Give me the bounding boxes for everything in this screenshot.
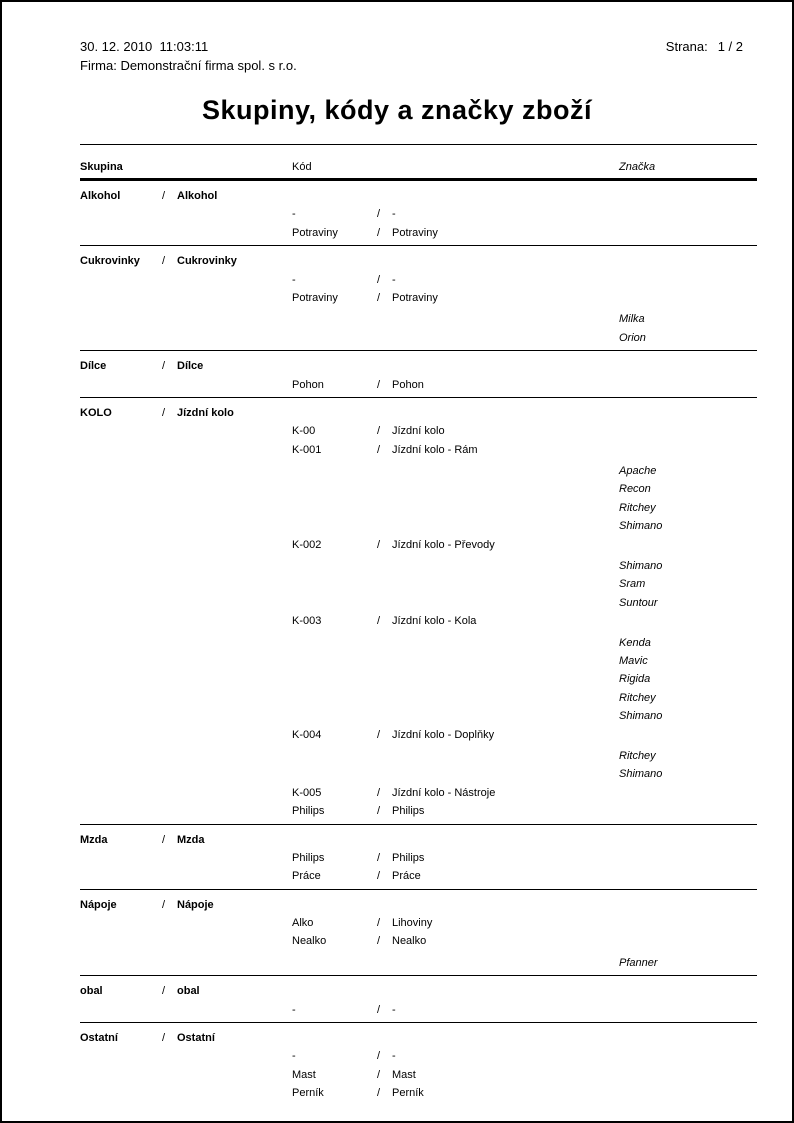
code-row: [80, 536, 757, 554]
code-value: Philips: [292, 851, 325, 864]
separator: /: [377, 1003, 381, 1016]
code-row: [80, 802, 757, 820]
code-row: [80, 1066, 757, 1084]
group-code: Nápoje: [80, 898, 117, 911]
group-row: [80, 187, 757, 205]
separator: /: [377, 615, 381, 628]
brand-name: Shimano: [619, 520, 663, 533]
brand-row: [80, 652, 757, 670]
brand-row: [80, 707, 757, 725]
group-name: obal: [177, 985, 200, 998]
code-name: Práce: [392, 870, 421, 883]
code-value: K-00: [292, 425, 316, 438]
code-row: [80, 271, 757, 289]
separator: /: [162, 898, 166, 911]
code-name: Mast: [392, 1068, 416, 1081]
separator: /: [162, 1032, 166, 1045]
separator: /: [162, 190, 166, 202]
page-label: Strana:: [665, 39, 708, 54]
group-row: [80, 831, 757, 849]
separator: /: [377, 935, 381, 948]
group-row: [80, 404, 757, 422]
separator: /: [162, 985, 166, 998]
separator: /: [377, 538, 381, 551]
separator: /: [162, 833, 166, 846]
separator: /: [377, 226, 381, 239]
code-name: Jízdní kolo - Kola: [392, 615, 477, 628]
code-value: K-002: [292, 538, 322, 551]
brand-name: Ritchey: [619, 501, 656, 514]
code-row: [80, 932, 757, 950]
code-value: Práce: [292, 870, 321, 883]
group-name: Alkohol: [177, 190, 218, 202]
report-datetime: 30. 12. 2010 11:03:11: [80, 39, 209, 54]
brand-name: Apache: [619, 465, 657, 478]
group-name: Jízdní kolo: [177, 406, 234, 419]
code-name: -: [392, 273, 396, 286]
brand-name: Shimano: [619, 768, 663, 781]
column-header-code: Kód: [292, 161, 312, 173]
separator: /: [377, 378, 381, 391]
code-value: K-005: [292, 786, 322, 799]
brand-name: Milka: [619, 313, 645, 326]
code-name: -: [392, 208, 396, 221]
code-value: Pohon: [292, 378, 324, 391]
separator: /: [162, 360, 166, 373]
code-name: Jízdní kolo - Převody: [392, 538, 495, 551]
separator: /: [377, 208, 381, 221]
code-name: Lihoviny: [392, 917, 433, 930]
group-name: Nápoje: [177, 898, 214, 911]
code-row: [80, 914, 757, 932]
group-name: Dílce: [177, 360, 204, 373]
group-code: Alkohol: [80, 190, 121, 202]
code-value: Philips: [292, 805, 325, 818]
code-row: [80, 1001, 757, 1019]
separator: /: [162, 406, 166, 419]
brand-row: [80, 517, 757, 535]
code-value: -: [292, 208, 296, 221]
group-code: Mzda: [80, 833, 108, 846]
brand-name: Orion: [619, 331, 646, 344]
table-section: [80, 976, 757, 1023]
code-name: Jízdní kolo - Doplňky: [392, 728, 495, 741]
brand-row: [80, 310, 757, 328]
group-row: [80, 1029, 757, 1047]
code-value: Potraviny: [292, 226, 338, 239]
brand-name: Rigida: [619, 673, 651, 686]
separator: /: [377, 1087, 381, 1100]
group-row: [80, 982, 757, 1000]
brand-row: [80, 575, 757, 593]
group-code: obal: [80, 985, 103, 998]
code-row: [80, 867, 757, 885]
table-section: [80, 825, 757, 890]
brand-row: [80, 689, 757, 707]
code-row: [80, 224, 757, 242]
separator: /: [377, 1068, 381, 1081]
group-code: Cukrovinky: [80, 255, 140, 268]
brand-row: [80, 557, 757, 575]
code-row: [80, 784, 757, 802]
separator: /: [377, 786, 381, 799]
brand-row: [80, 480, 757, 498]
group-name: Cukrovinky: [177, 255, 237, 268]
code-value: Perník: [292, 1087, 324, 1100]
brand-name: Sram: [619, 578, 646, 591]
code-name: Potraviny: [392, 226, 438, 239]
brand-row: [80, 670, 757, 688]
brand-name: Ritchey: [619, 749, 656, 762]
brand-name: Mavic: [619, 654, 648, 667]
code-value: Alko: [292, 917, 314, 930]
table-header-row: [80, 145, 757, 181]
company-name: Firma: Demonstrační firma spol. s r.o.: [80, 58, 297, 73]
brand-name: Kenda: [619, 636, 651, 649]
code-row: [80, 422, 757, 440]
report-table: [80, 144, 757, 1106]
code-value: -: [292, 273, 296, 286]
code-name: Nealko: [392, 935, 427, 948]
code-name: Jízdní kolo: [392, 425, 445, 438]
code-value: K-004: [292, 728, 322, 741]
code-name: Perník: [392, 1087, 424, 1100]
group-row: [80, 896, 757, 914]
code-name: Jízdní kolo - Rám: [392, 443, 478, 456]
code-value: -: [292, 1003, 296, 1016]
separator: /: [377, 291, 381, 304]
table-section: [80, 398, 757, 825]
code-row: [80, 612, 757, 630]
group-code: Dílce: [80, 360, 107, 373]
table-section: [80, 181, 757, 246]
code-row: [80, 376, 757, 394]
page-number: 1 / 2: [717, 39, 743, 54]
code-value: Potraviny: [292, 291, 338, 304]
code-name: Philips: [392, 805, 425, 818]
report-table-body: [80, 181, 757, 1106]
group-name: Mzda: [177, 833, 205, 846]
code-name: Pohon: [392, 378, 424, 391]
separator: /: [377, 273, 381, 286]
brand-row: [80, 329, 757, 347]
brand-name: Recon: [619, 483, 651, 496]
brand-row: [80, 954, 757, 972]
brand-row: [80, 634, 757, 652]
column-header-brand: Značka: [619, 161, 656, 173]
code-value: K-003: [292, 615, 322, 628]
code-row: [80, 289, 757, 307]
brand-name: Suntour: [619, 596, 658, 609]
report-title: Skupiny, kódy a značky zboží: [201, 95, 593, 125]
code-row: [80, 441, 757, 459]
code-name: Philips: [392, 851, 425, 864]
code-name: Jízdní kolo - Nástroje: [392, 786, 496, 799]
separator: /: [377, 917, 381, 930]
code-row: [80, 1084, 757, 1102]
group-code: Ostatní: [80, 1032, 118, 1045]
code-row: [80, 726, 757, 744]
brand-name: Ritchey: [619, 691, 656, 704]
code-value: Nealko: [292, 935, 327, 948]
brand-row: [80, 499, 757, 517]
brand-row: [80, 747, 757, 765]
group-name: Ostatní: [177, 1032, 215, 1045]
code-value: K-001: [292, 443, 322, 456]
separator: /: [377, 805, 381, 818]
group-row: [80, 252, 757, 270]
group-row: [80, 357, 757, 375]
code-name: Potraviny: [392, 291, 438, 304]
brand-row: [80, 594, 757, 612]
separator: /: [377, 870, 381, 883]
code-name: -: [392, 1050, 396, 1063]
brand-name: Shimano: [619, 710, 663, 723]
code-row: [80, 1047, 757, 1065]
table-section: [80, 890, 757, 977]
separator: /: [377, 851, 381, 864]
code-name: -: [392, 1003, 396, 1016]
brand-row: [80, 462, 757, 480]
brand-row: [80, 765, 757, 783]
separator: /: [162, 255, 166, 268]
table-section: [80, 246, 757, 351]
page-indicator: [666, 39, 743, 54]
column-header-group: Skupina: [80, 161, 123, 173]
group-code: KOLO: [80, 406, 112, 419]
code-row: [80, 205, 757, 223]
code-value: -: [292, 1050, 296, 1063]
separator: /: [377, 443, 381, 456]
separator: /: [377, 728, 381, 741]
brand-name: Pfanner: [619, 956, 658, 969]
code-value: Mast: [292, 1068, 316, 1081]
table-section: [80, 351, 757, 398]
code-row: [80, 849, 757, 867]
separator: /: [377, 1050, 381, 1063]
brand-name: Shimano: [619, 560, 663, 573]
separator: /: [377, 425, 381, 438]
table-section: [80, 1023, 757, 1106]
